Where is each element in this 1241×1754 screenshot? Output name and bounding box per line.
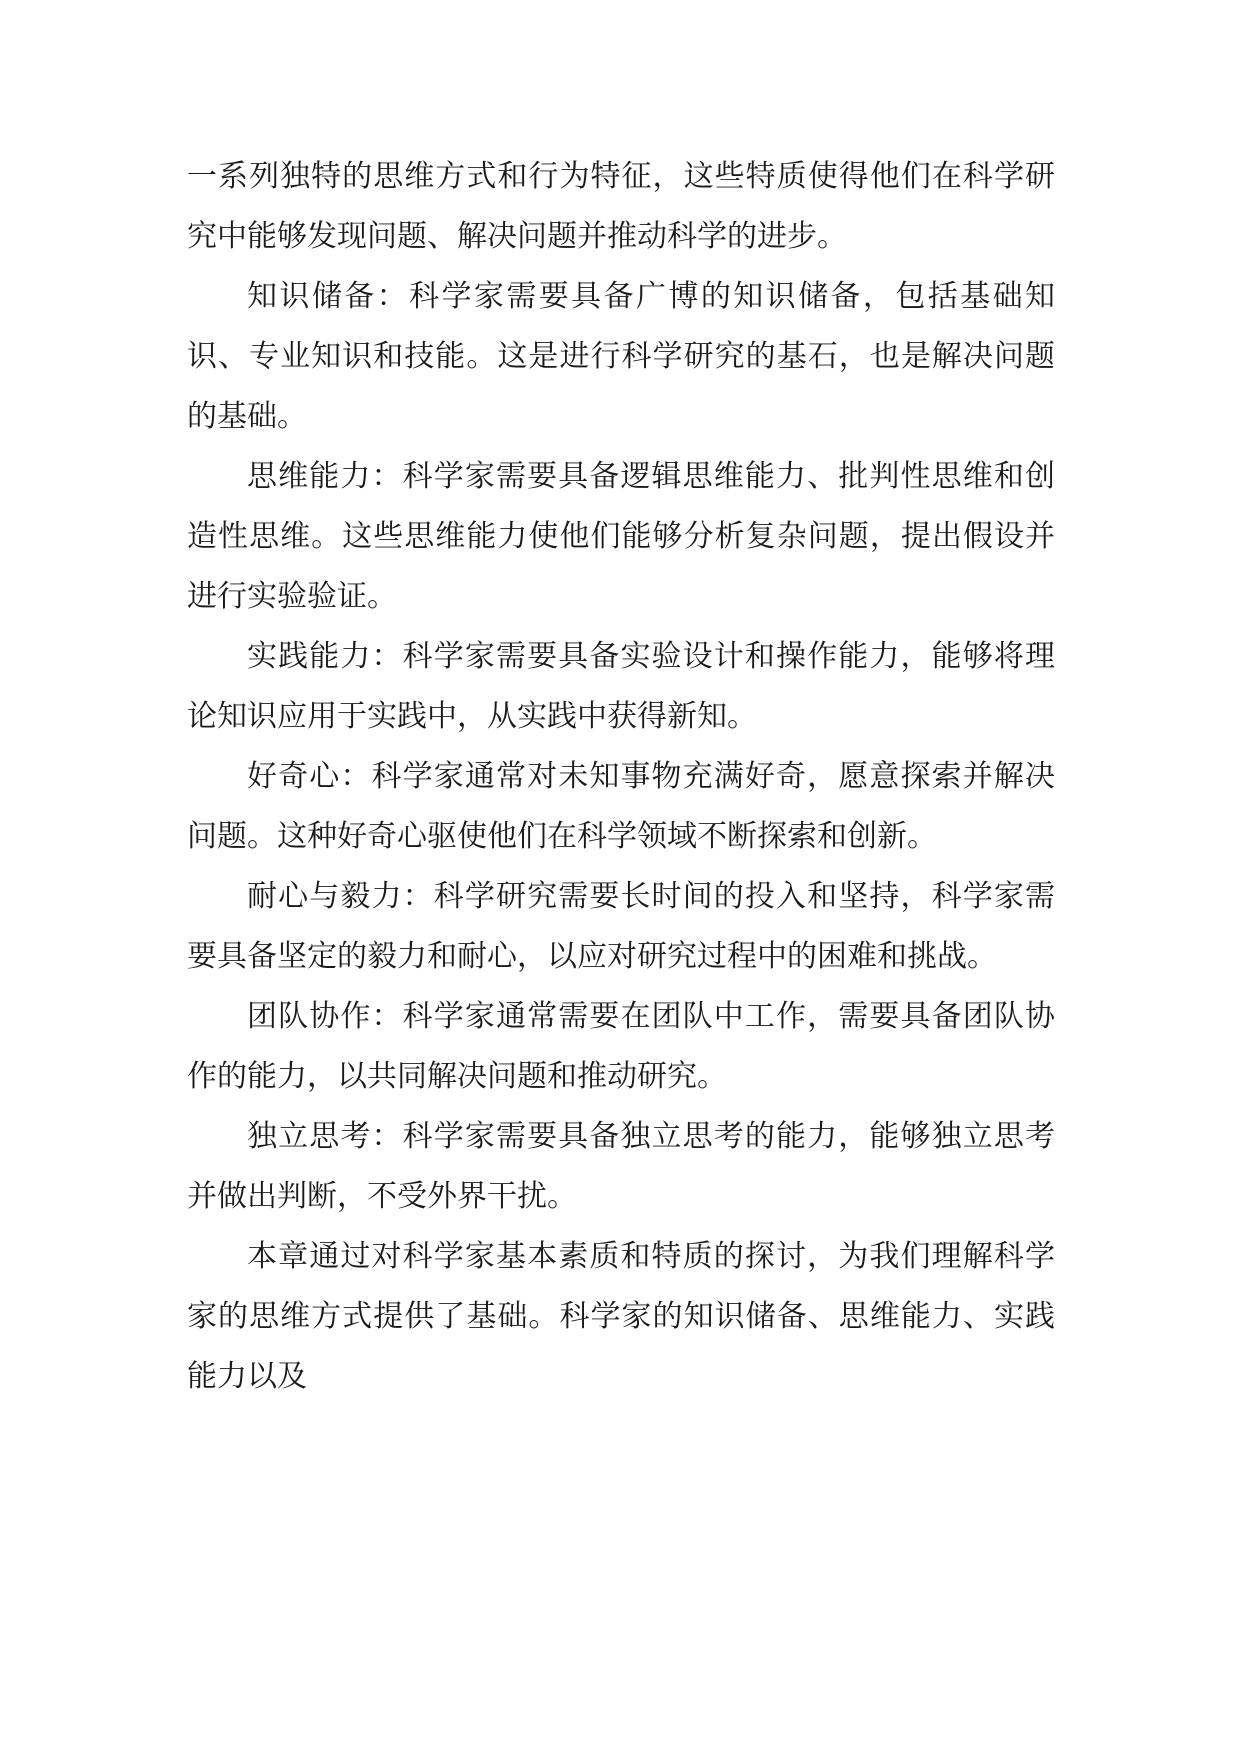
paragraph-curiosity: 好奇心：科学家通常对未知事物充满好奇，愿意探索并解决问题。这种好奇心驱使他们在科学领域不断探索和创新。 — [187, 759, 1055, 854]
paragraph-summary: 本章通过对科学家基本素质和特质的探讨，为我们理解科学家的思维方式提供了基础。科学家的知识储备、思维能力、实践能力以及 — [187, 1239, 1055, 1394]
paragraph-thinking: 思维能力：科学家需要具备逻辑思维能力、批判性思维和创造性思维。这些思维能力使他们能够分析复杂问题，提出假设并进行实验验证。 — [187, 459, 1055, 614]
paragraph-perseverance: 耐心与毅力：科学研究需要长时间的投入和坚持，科学家需要具备坚定的毅力和耐心，以应对研究过程中的困难和挑战。 — [187, 879, 1055, 974]
paragraph-independent-thinking: 独立思考：科学家需要具备独立思考的能力，能够独立思考并做出判断，不受外界干扰。 — [187, 1119, 1055, 1214]
document-body — [187, 147, 1055, 1407]
paragraph-practice: 实践能力：科学家需要具备实验设计和操作能力，能够将理论知识应用于实践中，从实践中获得新知。 — [187, 639, 1055, 734]
paragraph-teamwork: 团队协作：科学家通常需要在团队中工作，需要具备团队协作的能力，以共同解决问题和推动研究。 — [187, 999, 1055, 1094]
paragraph-knowledge: 知识储备：科学家需要具备广博的知识储备，包括基础知识、专业知识和技能。这是进行科学研究的基石，也是解决问题的基础。 — [187, 279, 1055, 434]
paragraph-continuation: 一系列独特的思维方式和行为特征，这些特质使得他们在科学研究中能够发现问题、解决问题并推动科学的进步。 — [187, 159, 1055, 254]
